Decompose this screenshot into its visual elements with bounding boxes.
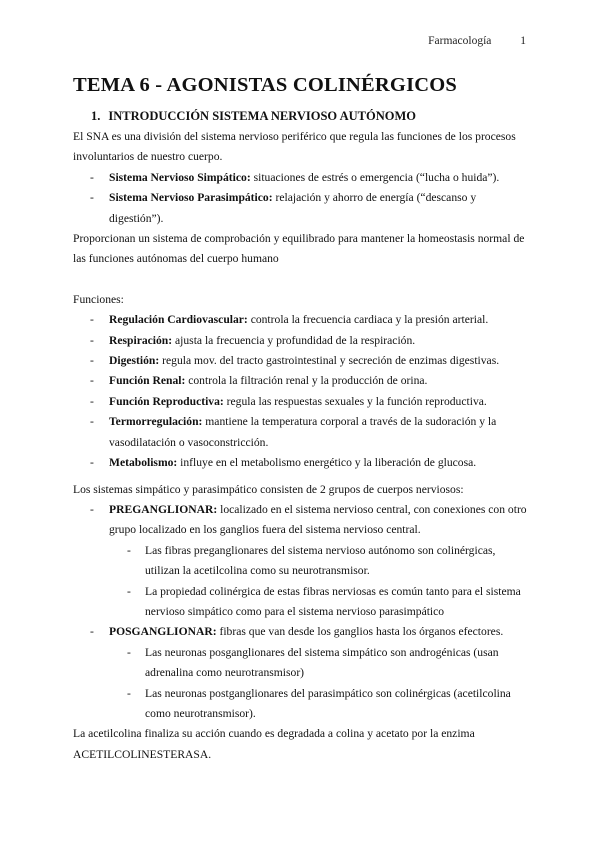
dash-bullet: -: [90, 456, 94, 470]
item-text: regula las respuestas sexuales y la función reproductiva.: [223, 394, 487, 408]
list-item: [73, 392, 533, 412]
item-term: POSGANGLIONAR:: [109, 625, 217, 639]
spacer: [73, 270, 533, 290]
list-item: [73, 500, 533, 622]
dash-bullet: -: [127, 543, 131, 557]
dash-bullet: -: [90, 625, 94, 639]
list-item: [73, 412, 533, 453]
item-term: Sistema Nervioso Parasimpático:: [109, 191, 273, 205]
item-term: Termorregulación:: [109, 415, 203, 429]
list-item: [73, 351, 533, 371]
groups-list: [73, 500, 533, 724]
item-text: controla la frecuencia cardiaca y la presión arterial.: [247, 313, 489, 327]
document-body: [73, 105, 533, 765]
item-text: fibras que van desde los ganglios hasta los órganos efectores.: [216, 625, 504, 639]
homeostasis-paragraph: Proporcionan un sistema de comprobación y equilibrado para mantener la homeostasis normal de las funciones autónomas del cuerpo humano: [73, 232, 525, 266]
page-title: TEMA 6 - AGONISTAS COLINÉRGICOS: [73, 74, 458, 96]
sub-list: [109, 541, 533, 623]
item-text: regula mov. del tracto gastrointestinal y secreción de enzimas digestivas.: [159, 354, 500, 368]
dash-bullet: -: [90, 415, 94, 429]
sub-list-item: [109, 684, 533, 725]
sub-list-item: [109, 643, 533, 684]
dash-bullet: -: [90, 394, 94, 408]
dash-bullet: -: [90, 354, 94, 368]
sub-item-text: Las neuronas postganglionares del parasimpático son colinérgicas (acetilcolina como neurotransmisor).: [145, 686, 511, 720]
dash-bullet: -: [127, 584, 131, 598]
sub-item-text: Las fibras preganglionares del sistema nervioso autónomo son colinérgicas, utilizan la acetilcolina como su neurotransmisor.: [145, 543, 496, 578]
dash-bullet: -: [127, 645, 131, 659]
branches-list: [73, 168, 533, 229]
item-term: Función Reproductiva:: [109, 394, 224, 408]
dash-bullet: -: [90, 313, 94, 327]
section-number: 1.: [91, 109, 101, 123]
dash-bullet: -: [90, 191, 94, 205]
list-item: [73, 331, 533, 351]
item-term: Metabolismo:: [109, 456, 178, 470]
list-item: [73, 188, 533, 229]
page-number: 1: [520, 35, 526, 47]
item-text: controla la filtración renal y la producción de orina.: [185, 374, 428, 388]
dash-bullet: -: [90, 333, 94, 347]
sub-list-item: [109, 541, 533, 582]
functions-label: Funciones:: [73, 292, 124, 306]
sub-item-text: La propiedad colinérgica de estas fibras nerviosas es común tanto para el sistema nervioso simpático como para el sistema nervioso parasimpático: [145, 584, 521, 618]
dash-bullet: -: [90, 374, 94, 388]
list-item: [73, 453, 533, 473]
item-text: mantiene la temperatura corporal a través de la sudoración y la vasodilatación o vasoconstricción.: [109, 415, 497, 449]
list-item: [73, 371, 533, 391]
groups-intro: Los sistemas simpático y parasimpático consisten de 2 grupos de cuerpos nerviosos:: [73, 482, 464, 496]
intro-paragraph: El SNA es una división del sistema nervioso periférico que regula las funciones de los procesos involuntarios de nuestro cuerpo.: [73, 130, 516, 164]
section-heading: [91, 105, 533, 127]
dash-bullet: -: [90, 502, 94, 516]
dash-bullet: -: [127, 686, 131, 700]
item-text: influye en el metabolismo energético y la liberación de glucosa.: [177, 456, 477, 470]
item-text: ajusta la frecuencia y profundidad de la respiración.: [172, 333, 416, 347]
page-header: [428, 35, 526, 47]
item-term: Regulación Cardiovascular:: [109, 313, 248, 327]
item-term: Función Renal:: [109, 374, 186, 388]
header-subject: Farmacología: [428, 35, 492, 47]
section-title: INTRODUCCIÓN SISTEMA NERVIOSO AUTÓNOMO: [108, 109, 416, 123]
conclusion-paragraph: La acetilcolina finaliza su acción cuando es degradada a colina y acetato por la enzima ACETILCOLINESTERASA.: [73, 727, 475, 761]
item-term: PREGANGLIONAR:: [109, 502, 218, 516]
item-term: Digestión:: [109, 354, 160, 368]
item-text: situaciones de estrés o emergencia (“lucha o huida”).: [250, 170, 500, 184]
item-term: Respiración:: [109, 333, 173, 347]
sub-list: [109, 643, 533, 725]
sub-item-text: Las neuronas posganglionares del sistema simpático son androgénicas (usan adrenalina como neurotransmisor): [145, 645, 499, 680]
list-item: [73, 310, 533, 330]
functions-list: [73, 310, 533, 473]
list-item: [73, 622, 533, 724]
sub-list-item: [109, 582, 533, 623]
item-text: relajación y ahorro de energía (“descanso y digestión”).: [109, 191, 477, 225]
item-text: localizado en el sistema nervioso central, con conexiones con otro grupo localizado en los ganglios fuera del sistema nervioso central.: [109, 502, 527, 537]
item-term: Sistema Nervioso Simpático:: [109, 170, 251, 184]
dash-bullet: -: [90, 170, 94, 184]
list-item: [73, 168, 533, 188]
